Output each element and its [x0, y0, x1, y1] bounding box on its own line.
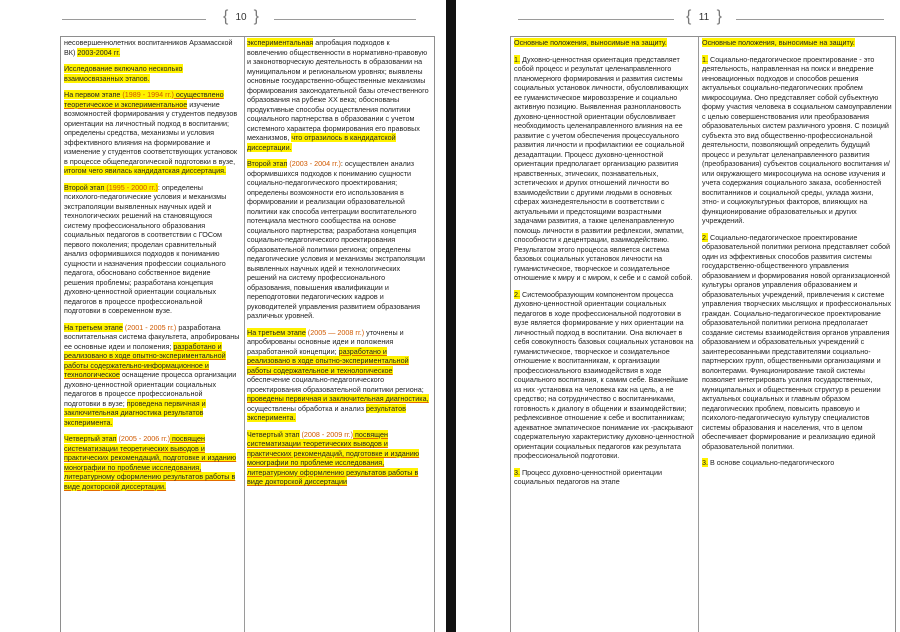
right-column: [702, 38, 892, 632]
header-rule-right: [736, 19, 884, 20]
list-item: 3. В основе социально-педагогического: [702, 458, 835, 467]
list-item: 2. Социально-педагогическое проектирование образовательной политики региона представляет собой один из эффективных способов развития системы государственно-общественного управления образованием и формирования новой организационной культуры органов управления образованием и образовательных учреждений, привлечения к системе управления творческих мыслящих и профессиональных граждан. Социально-педагогическое проектирование образовательной политики региона предполагает создание системы взаимодействия органов управления образованием и образовательных учреждений с заинтересованными представителями социально-партнерских групп, общественными организациями и волонтерами. Функционирование такой системы позволяет интегрировать усилия государственных, муниципальных и общественных структур в решении актуальных социальных и главным образом педагогических проблем, повысить правовую и психолого-педагогическую культуру специалистов системы образования и населения, что в целом обеспечивает формирование и реализацию единой образовательной политики.: [702, 232, 892, 451]
right-column: [247, 38, 431, 632]
list-item: 1. Духовно-ценностная ориентация представляет собой процесс и результат целенаправленного планомерного формирования и развития системы социальных установок личности, обусловливающих ее гуманистическое мировоззрение и социально активную позицию. Выявленная разноплановость духовно-ценностной ориентации обусловливает необходимость целенаправленного влияния на ее развитие с учетом обеспечения процессуального развития личности и профилактики ее социальной дезадаптации. Процесс духовно-ценностной ориентации предполагает организацию развития нравственных, этических, познавательных, эстетических и других отношений личности во взаимодействии с другими людьми в основных сферах жизнедеятельности в соответствии с актуальными и предстоящими возрастными задачами развития, а также целенаправленную помощь личности в развитии рефлексии, эмпатии, способности к децентрации, взаимодействию. Результатом этого процесса является система базовых социальных установок личности на гуманистическое, творческое и созидательное отношение к миру и с миром, к себе и с самой собой.: [514, 54, 693, 282]
paragraph: экспериментальная апробация подходов к вовлечению общественности в нормативно-правовую и законотворческую деятельность в образовании на муниципальном и региональном уровнях; выявлены основные государственно-общественные механизмы формирования законодательной базы отечественного образования на рубеже XX века; обоснованы продуктивные способы осуществления политики социального партнерства в образовании с учетом системного характера формирования его правовых механизмов, что отразилось в кандидатской диссертации.: [247, 38, 429, 152]
header-rule-left: [62, 19, 206, 20]
paragraph: На третьем этапе (2001 - 2005 гг.) разработана воспитательная система факультета, апробированы ее основные идеи и положения; разработано и реализовано в ходе опытно-экспериментальной работы содержательно-информационное и технологическое оснащение процесса организации духовно-ценностной ориентации социальных педагогов в процессе профессиональной подготовки в вузе; проведена первичная и заключительная диагностика результатов эксперимента.: [64, 322, 240, 427]
left-page: [0, 0, 446, 632]
paragraph: несовершеннолетних воспитанников Арзамасской ВК) 2003-2004 гг.: [64, 38, 233, 57]
right-page: [456, 0, 900, 632]
paragraph: Исследование включало несколько взаимосвязанных этапов.: [64, 64, 183, 83]
header-rule-left: [518, 19, 674, 20]
page-number: { 10 }: [226, 8, 256, 28]
paragraph: На первом этапе (1989 - 1994 гг.) осуществлено теоретическое и экспериментальное изучение возможностей формирования у студентов педвузов ориентации на личностный подход в воспитании; определены средства, механизмы и условия эффективного влияния на формирование и изменение у студентов соответствующих установок в процессе общепедагогической подготовки в вузе, итогом чего явилась кандидатская диссертация.: [64, 90, 238, 175]
paragraph: Второй этап (1995 - 2000 гг.): определены психолого-педагогические условия и механизмы экстраполяции выявленных научных идей и технологических решений на становящуюся систему профессионального образования социальных педагогов в соответствии с ГОСом первого поколения; проделан сравнительный анализ оформившихся подходов к пониманию сущности и назначения профессии социального педагога, обосновано собственное видение решения проблемы; разработана концепция духовно-ценностной ориентации социальных педагогов в процессе профессиональной подготовки в современном вузе.: [64, 182, 227, 315]
column-divider: [244, 37, 245, 632]
column-divider: [698, 37, 699, 632]
left-column: [514, 38, 695, 632]
section-heading: Основные положения, выносимые на защиту.: [702, 38, 855, 47]
paragraph: На третьем этапе (2005 — 2008 гг.) уточнены и апробированы основные идеи и положения разработанной концепции; разработано и реализовано в ходе опытно-экспериментальной работы содержательное и технологическое обеспечение социально-педагогического проектирования образовательной политики региона; проведены первичная и заключительная диагностика, осуществлены обработка и анализ результатов эксперимента.: [247, 327, 429, 422]
page-number: { 11 }: [689, 8, 719, 28]
list-item: 2. Системообразующим компонентом процесса духовно-ценностной ориентации социальных педагогов в ходе профессиональной подготовки в вузе является формирование у них ориентации на личностный подход в воспитании. Она включает в себя совокупность базовых социальных установок на гуманистическое, творческое и созидательное отношение к воспитанникам, к организации профессионального взаимодействия в ходе социального воспитания, к самим себе. Важнейшие из них -установка на человека как на цель, а не средство; на сотрудничество с воспитанниками, готовность к диалогу в общении и взаимодействии; рефлексивное отношение к себе и воспитанникам; адекватное эмпатическое понимание их -раскрывают содержательную характеристику духовно-ценностной ориентации социальных педагогов как результата профессиональной подготовки.: [514, 289, 695, 460]
section-heading: Основные положения, выносимые на защиту.: [514, 38, 667, 47]
list-item: 3. Процесс духовно-ценностной ориентации социальных педагогов на этапе: [514, 467, 663, 486]
paragraph: Четвертый этап (2008 - 2009 гг.) посвящен систематизации теоретических выводов и практических рекомендаций, подготовке и изданию монографии по проблеме исследования, литературному оформлению результатов работы в виде докторской диссертации: [247, 429, 420, 486]
paragraph: Второй этап (2003 - 2004 гг.): осуществлен анализ оформившихся подходов к пониманию сущности социально-педагогического проектирования; определены возможности его использования в формировании и реализации образовательной политики как способа интеграции воспитательного потенциала местного сообщества на основе социального партнерства; разработана концепция социально-педагогического проектирования образовательной политики региона; определены педагогические условия и механизмы экстраполяции выявленных научных идей и технологических решений на систему профессионального образования, повышения квалификации и переподготовки педагогических кадров и руководителей управления развитием образования различных уровней.: [247, 159, 426, 320]
page-spine: [446, 0, 456, 632]
left-column: [64, 38, 240, 632]
header-rule-right: [274, 19, 416, 20]
list-item: 1. Социально-педагогическое проектирование - это деятельность, направленная на поиск и внедрение инновационных подходов и способов решения актуальных социально-педагогических проблем микросоциума. Оно представляет собой субъектную форму участия человека в социальном самоуправлении с целью совершенствования или преобразования образовательных систем различного уровня. С позиций субъекта это вид общественно-профессиональной деятельности, позволяющий определить будущий процесс и результат целенаправленного развития (преобразования) субъектов социального воспитания и/или окружающего микросоциума на основе изучения и учета содержания социального заказа, особенностей воспитанников и социальной среды, уклада жизни, этно- и социокультурных факторов, влияющих на функционирование образовательных и других учреждений.: [702, 54, 892, 225]
paragraph: Четвертый этап (2005 - 2006 гг.) посвящен систематизации теоретических выводов и практических рекомендаций, подготовке и изданию монографии по проблеме исследования, литературному оформлению результатов работы в виде докторской диссертации.: [64, 434, 237, 491]
